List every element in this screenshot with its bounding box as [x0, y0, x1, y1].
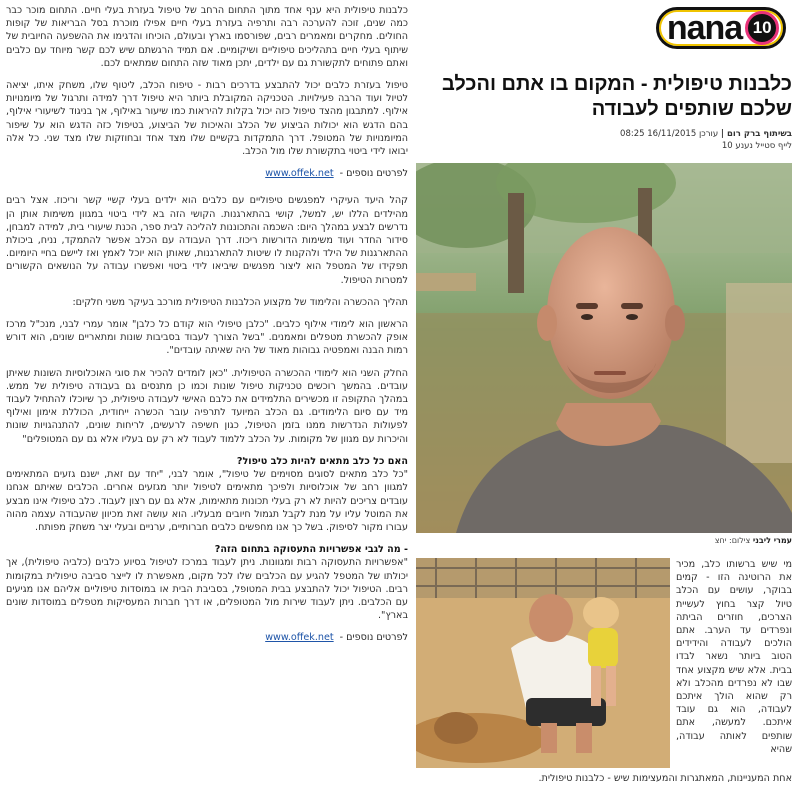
main-photo-caption: [416, 536, 792, 545]
nana10-logo[interactable]: [647, 4, 795, 52]
article-intro-narrow-column: מי שיש ברשותו כלב, מכיר את הרוטינה הזו - קמים בבוקר, עושים עם הכלב טיול קצר בחוץ לעשיית הצרכים, חוזרים הביתה ונפרדים עד הערב. אתם הולכים לעבודה והידידים הטוב ביותר נשאר לבדו בבית. אלא שיש מקצוע אחד שבו לא נפרדים מהכלב ולא רק שהוא הולך איתכם לעבודה, הוא גם עובד איתכם. למעשה, אתם שותפים לאותה עבודה, שהיא: [676, 559, 792, 755]
paragraph-employment: "אפשרויות התעסוקה רבות ומגוונות. ניתן לעבוד במרכז לטיפול בסיוע כלבים (כלביה טיפולית), אך יכולתו של המטפל להגיע עם הכלבים שלו לכל מקום, מאפשרת לו לייצר סביבה טיפולית במקומות רבים. הטיפול יכול להתבצע בבית המטופל, בסביבת הבית או במוסדות טיפוליים אליהם אנו מגיעים עם הכלבים. ניתן לעבוד שירות מול המטופלים, או דרך חברות המעסיקות מטפלים במוסדות שונים בארץ".: [6, 557, 408, 622]
more-info-label: לפרטים נוספים -: [339, 168, 408, 180]
logo-word: nana: [666, 9, 743, 47]
main-photo-illustration: [416, 163, 792, 533]
paragraph-methods: טיפול בעזרת כלבים יכול להתבצע בדרכים רבות - טיפוח הכלב, ליטוף שלו, משחק איתו, יציאה לטיול ועוד הרבה פעילויות. הטכניקה המקובלת ביותר היא טיפול דרך למידה ותרגול של מיומנויות אילוף. למתבגון מהצד טיפול כזה יכול בקלות להיראות כמו שיעור באילוף, אך בניגוד לשיעורי אילוף, בהם הדגש הוא יכולות הביצוע של הכלב והאיכות של הביצוע, בטיפול כזה הדגש הוא על שיפור המיומנויות של המטופל. דרך התמקדות בקשיים שלו מצד אחד ובחוזקות שלו מצד שני. כל אלה יבואו לידי ביטוי בתקשורת שלו מול הכלב.: [6, 80, 408, 158]
second-photo-man-child-dog: [416, 558, 670, 768]
second-photo-illustration: [416, 558, 670, 768]
paragraph-intro: כלבנות טיפולית היא ענף אחד מתוך התחום הרחב של טיפול בעזרת בעלי חיים. התחום מוכר כבר כמה שנים, זוכה להערכה רבה ותרפיה בעזרת בעלי חיים אפילו מוכרת בסל הבריאות של קופות החולים. מחקרים ומאמרים רבים, שפורסמו בארץ ובעולם, הוכיחו והדגימו את ההשפעה החיובית של שיתוף בעלי חיים בתהליכים טיפוליים ושיקומיים. אם תמיד הרגשתם שיש לכם קשר מיוחד עם כלבים ואתם פתוחים לתקשורת גם עם ילדים, יתכן מאוד שזה התחום שמתאים לכם.: [6, 5, 408, 69]
article-body-left-column: [6, 4, 408, 796]
article-headline: כלבנות טיפולית - המקום בו אתם והכלב שלכם שותפים לעבודה: [441, 73, 792, 120]
more-info-label: לפרטים נוספים -: [339, 632, 408, 644]
logo-pill: [656, 7, 786, 49]
offek-link-2[interactable]: www.offek.net: [265, 632, 334, 644]
article-intro-closing-line: אחת המעניינות, המאתגרות והמעצימות שיש - כלבנות טיפולית.: [538, 773, 792, 784]
subhead-dog-suitability: האם כל כלב מתאים להיות כלב טיפול?: [236, 455, 408, 467]
paragraph-audience: קהל היעד העיקרי למפגשים טיפוליים עם כלבים הוא ילדים בעלי קשיי קשר וריכוז. אצל רבים מהילדים הללו יש, למשל, קושי בהתארגנות. הקושי הזה בא לידי ביטוי במגוון משימות אותן הן נדרשים לבצע במהלך היום: השכמה והתכוננות להליכה לבית ספר, הכנת שיעורי בית, למידה למבחן, סידור החדר ועוד משימות הדורשות ריכוז. דרך העבודה עם הכלב אפשר להתמקד, נניח, ביכולת ההתארגנות של הילד ולהקנות לו שיטות להתארגנות, שאותן הוא יוכל לאמץ ואז ליישם בחיי היומיום. תפקידו של המטפל הוא ליצור מפגשים שיביאו לידי ביטוי ואפשרו עבודה על הנושאים הקשורים למטרות הטיפול.: [6, 195, 408, 286]
more-info-row-1: [6, 167, 408, 180]
byline-section: לייף סטייל נענע 10: [721, 141, 792, 151]
byline-author: בשיתוף ברק רום |: [720, 129, 792, 139]
subhead-employment: - מה לגבי אפשרויות התעסוקה בתחום הזה?: [214, 544, 408, 556]
article-byline: [416, 128, 792, 152]
byline-date: 16/11/2015 08:25: [620, 129, 697, 139]
more-info-row-2: [6, 631, 408, 644]
main-photo-man-portrait: [416, 163, 792, 533]
caption-credit: צילום: יחצ: [714, 536, 751, 545]
paragraph-training-part2: החלק השני הוא לימודי ההכשרה הטיפולית. "כאן לומדים להכיר את סוגי האוכלוסיות השונות שאיתן עובדים. בהמשך רוכשים טכניקות טיפול שונות וכמו כן מתנסים גם בעבודה טיפולית של ממש. במהלך התקופה זו מכשירים התלמידים את כלבם האישי לעבודה טיפולית, כך שיוכלו להתחיל לעבוד מיד עם סיום הלימודים. גם הכלב המיועד לתרפיה עובר הכשרה ייחודית, הכוללת אימון ואילוף לפעולות הנדרשות ממנו בזמן הטיפול, כגון חשיפה לרעשים, לריחות שונים, להתנהגויות שונות והיכרות עם מגוון של מקומות. על הכלב ללמוד לעבוד לא רק עם בעליו אלא גם עם המטופלים": [6, 367, 408, 445]
byline-editor: עורכן: [698, 129, 719, 139]
logo-badge: 10: [745, 11, 779, 45]
paragraph-training-part1: הראשון הוא לימודי אילוף כלבים. "כלבן טיפולי הוא קודם כל כלבן" אומר עמרי לבני, מנכ"ל מרכז אופק להכשרת מטפלים ומאמנים. "בשל הצורך לעבוד בסביבות שונות ומתאריים שונים, הוא דורש רמות הבנה ואמפטיה גבוהות מאוד של היה שאיתה עובדים".: [6, 319, 408, 357]
offek-link-1[interactable]: www.offek.net: [265, 168, 334, 180]
paragraph-dog-suitability: "כל כלב מתאים לסוגים מסוימים של טיפול", אומר לבני, "יחד עם זאת, ישנם גזעים המתאימים למגוון רחב של אוכלוסיות ולפיכך מתאימים לטיפול יותר מגזעים אחרים. הכלבים שאיתם אנחנו עובדים צריכים להיות לא רק בעלי תכונות מתאימות, אלא גם עם רצון לעבוד. כלב טיפולי אינו מבצע את המוטל עליו על מנת לקבל תגמול חיובים מבעליו. הוא עושה זאת מכיוון שהעבודה עצמה מהוה עבורו מקור לסיפוק. בשל כך אנו מחפשים כלבים חברותיים, ערניים ובעלי יצר משחק מפותח.: [6, 469, 408, 533]
caption-name: עמרי ליבני: [752, 536, 792, 545]
paragraph-training-intro: תהליך ההכשרה והלימוד של מקצוע הכלבנות הטיפולית מורכב בעיקר משני חלקים:: [72, 296, 408, 308]
